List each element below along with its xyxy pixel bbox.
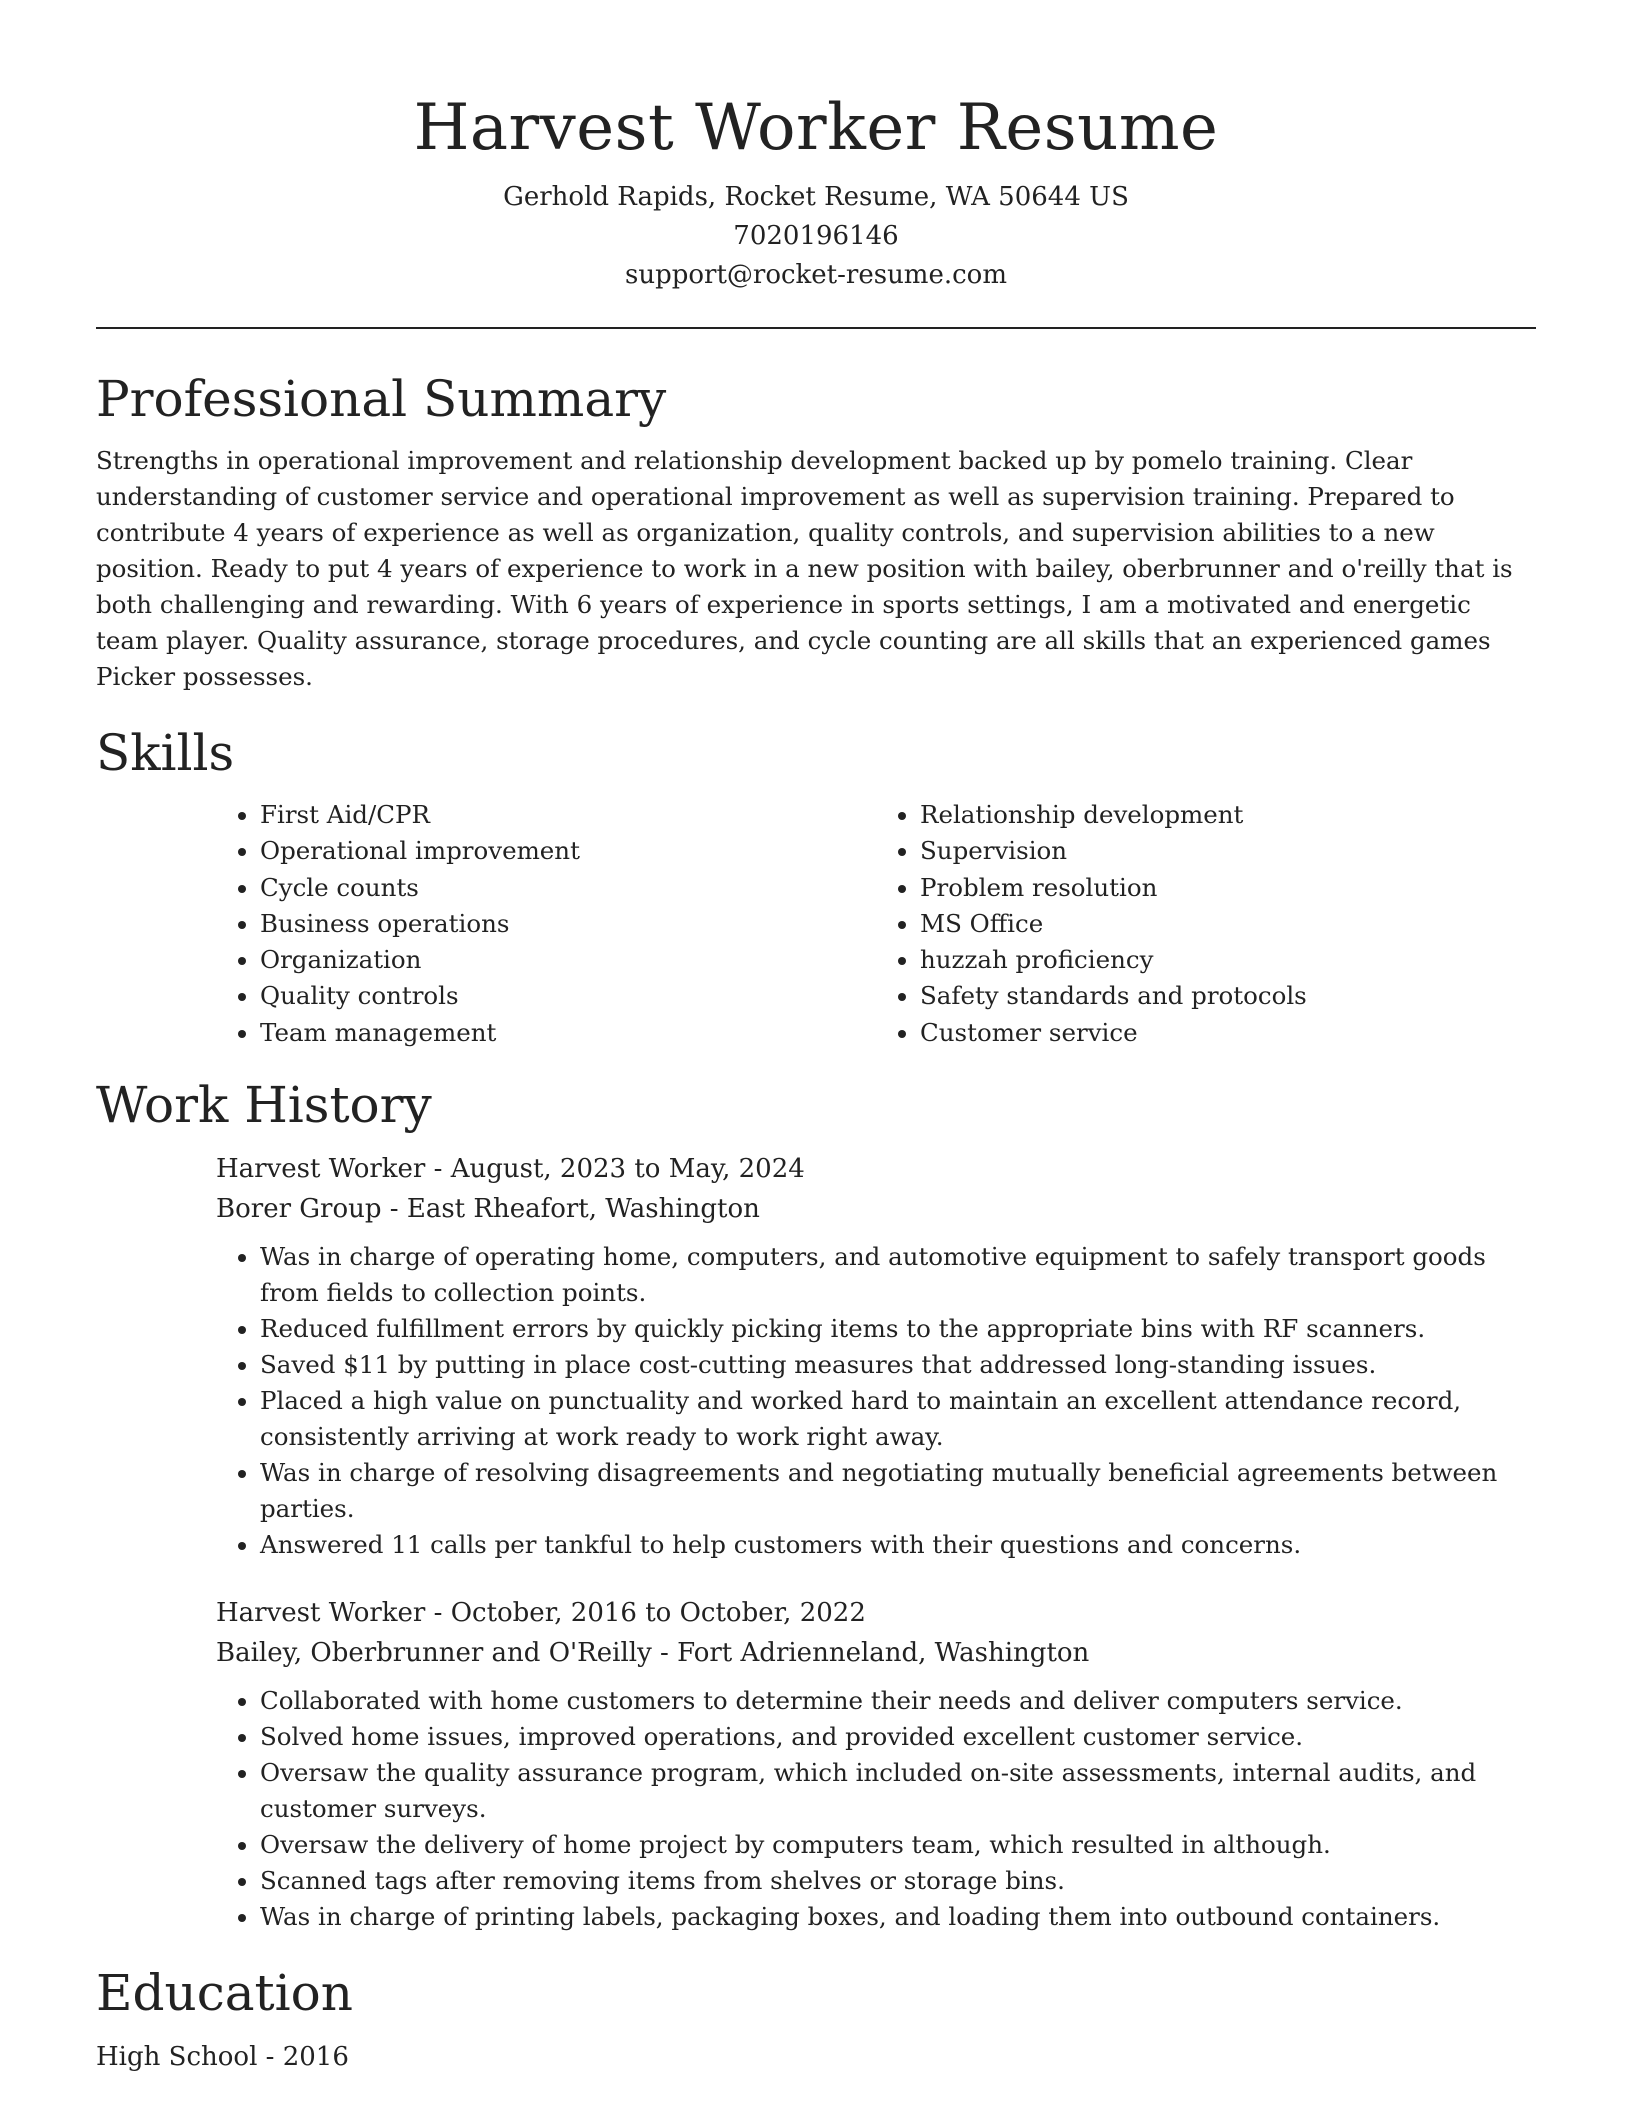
skill-item: • Customer service	[920, 1015, 1536, 1051]
job-title: Harvest Worker	[216, 1598, 426, 1629]
job-company-line	[216, 1633, 1536, 1673]
work-history-heading: Work History	[96, 1076, 432, 1135]
job-bullet: • Answered 11 calls per tankful to help customers with their questions and concerns.	[260, 1527, 1536, 1563]
skill-item: • Problem resolution	[920, 870, 1536, 906]
resume-header	[96, 0, 1536, 295]
job-entry	[216, 1593, 1536, 1935]
skill-item: • MS Office	[920, 906, 1536, 942]
skill-item: • Relationship development	[920, 797, 1536, 833]
separator: -	[425, 1598, 451, 1629]
job-dates: August, 2023 to May, 2024	[450, 1154, 805, 1185]
job-bullet: • Saved $11 by putting in place cost-cutting measures that addressed long-standing issues.	[260, 1347, 1536, 1383]
summary-section	[96, 367, 1536, 695]
header-divider	[96, 327, 1536, 329]
job-title-line	[216, 1149, 1536, 1189]
job-bullet: • Was in charge of printing labels, packaging boxes, and loading them into outbound containers.	[260, 1899, 1536, 1935]
job-company: Bailey, Oberbrunner and O'Reilly	[216, 1638, 652, 1669]
job-bullet: • Scanned tags after removing items from shelves or storage bins.	[260, 1863, 1536, 1899]
education-degree: High School	[96, 2042, 258, 2073]
contact-email: support@rocket-resume.com	[624, 260, 1007, 290]
skills-heading: Skills	[96, 724, 235, 782]
job-bullet: • Reduced fulfillment errors by quickly picking items to the appropriate bins with RF scanners.	[260, 1311, 1536, 1347]
separator: -	[651, 1638, 678, 1669]
skill-item: • Cycle counts	[260, 870, 876, 906]
education-section	[96, 1961, 1536, 2077]
skill-item: • Quality controls	[260, 978, 876, 1014]
education-heading: Education	[96, 1964, 353, 2023]
separator: -	[425, 1154, 451, 1185]
job-bullet: • Was in charge of resolving disagreements and negotiating mutually beneficial agreements between parties.	[260, 1455, 1536, 1527]
work-history-section	[96, 1073, 1536, 1935]
skill-item: • Organization	[260, 942, 876, 978]
job-bullet: • Oversaw the delivery of home project by computers team, which resulted in although.	[260, 1827, 1536, 1863]
job-company: Borer Group	[216, 1194, 382, 1225]
separator: -	[257, 2042, 283, 2073]
job-bullet: • Placed a high value on punctuality and worked hard to maintain an excellent attendance record, consistently arriving at work ready to work right away.	[260, 1383, 1536, 1455]
job-dates: October, 2016 to October, 2022	[450, 1598, 866, 1629]
skill-item: • huzzah proficiency	[920, 942, 1536, 978]
separator: -	[381, 1194, 407, 1225]
job-title: Harvest Worker	[216, 1154, 426, 1185]
job-bullet: • Was in charge of operating home, computers, and automotive equipment to safely transport goods from fields to collection points.	[260, 1239, 1536, 1311]
skill-item: • First Aid/CPR	[260, 797, 876, 833]
resume-title: Harvest Worker Resume	[413, 91, 1219, 165]
skill-item: • Team management	[260, 1015, 876, 1051]
skills-list-left	[216, 797, 876, 1051]
job-location: Fort Adrienneland, Washington	[677, 1638, 1090, 1669]
summary-heading: Professional Summary	[96, 370, 667, 428]
summary-text: Strengths in operational improvement and relationship development backed up by pomelo training. Clear understanding of customer service and operational improvement as well as supervision training. Prepared to contribute 4 years of experience as well as organization, quality controls, and supervision abilities to a new position. Ready to put 4 years of experience to work in a new position with bailey, oberbrunner and o'reilly that is both challenging and rewarding. With 6 years of experience in sports settings, I am a motivated and energetic team player. Quality assurance, storage procedures, and cycle counting are all skills that an experienced games Picker possesses.	[96, 446, 1513, 691]
job-location: East Rheafort, Washington	[406, 1194, 760, 1225]
skills-grid	[216, 797, 1536, 1051]
job-bullets	[216, 1683, 1536, 1935]
skills-list-right	[876, 797, 1536, 1051]
job-bullet: • Solved home issues, improved operations, and provided excellent customer service.	[260, 1719, 1536, 1755]
skills-section	[96, 721, 1536, 1051]
job-entry	[216, 1149, 1536, 1563]
education-year: 2016	[282, 2042, 349, 2073]
education-entry	[96, 2037, 1536, 2077]
skill-item: • Supervision	[920, 833, 1536, 869]
skill-item: • Safety standards and protocols	[920, 978, 1536, 1014]
job-bullets	[216, 1239, 1536, 1563]
job-title-line	[216, 1593, 1536, 1633]
contact-phone: 7020196146	[733, 221, 899, 251]
resume-page	[96, 0, 1536, 2077]
job-bullet: • Collaborated with home customers to determine their needs and deliver computers service.	[260, 1683, 1536, 1719]
job-bullet: • Oversaw the quality assurance program, which included on-site assessments, internal audits, and customer surveys.	[260, 1755, 1536, 1827]
skill-item: • Business operations	[260, 906, 876, 942]
job-company-line	[216, 1189, 1536, 1229]
skill-item: • Operational improvement	[260, 833, 876, 869]
contact-info	[96, 178, 1536, 295]
contact-address: Gerhold Rapids, Rocket Resume, WA 50644 US	[503, 182, 1129, 212]
